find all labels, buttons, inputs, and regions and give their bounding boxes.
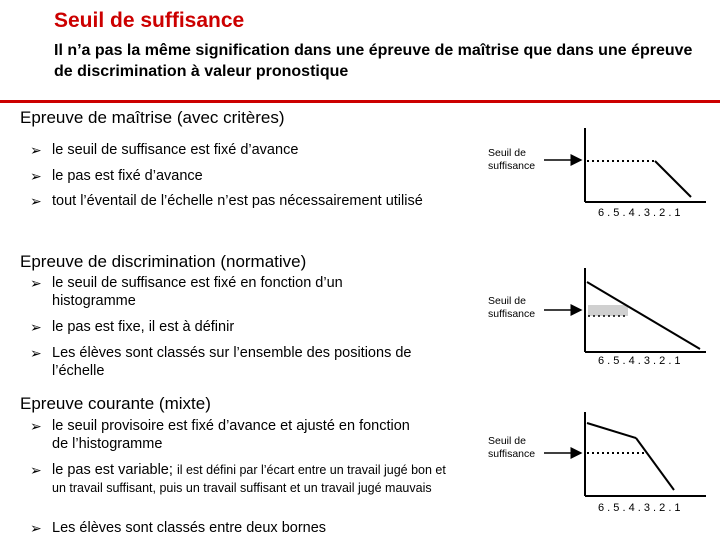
scale-label: 6 . 5 . 4 . 3 . 2 . 1	[598, 207, 681, 219]
arrowhead-bullet-icon: ➢	[30, 520, 42, 536]
section-heading: Epreuve courante (mixte)	[20, 394, 211, 413]
arrowhead-bullet-icon: ➢	[30, 168, 42, 184]
arrowhead-bullet-icon: ➢	[30, 418, 42, 434]
arrowhead-bullet-icon: ➢	[30, 319, 42, 335]
diagram-discrimination	[544, 268, 706, 352]
list-item: ➢ le pas est fixe, il est à définir	[30, 319, 235, 335]
list-item: ➢ tout l’éventail de l’échelle n’est pas nécessairement utilisé	[30, 193, 423, 209]
threshold-band	[588, 305, 628, 316]
arrowhead-bullet-icon: ➢	[30, 142, 42, 158]
section-heading: Epreuve de maîtrise (avec critères)	[20, 108, 285, 127]
list-item: ➢ le seuil de suffisance est fixé en fonction d’un histogramme	[30, 275, 343, 309]
list-item: ➢ le pas est variable; il est défini par l’écart entre un travail jugé bon et un travail suffisant, puis un travail suffisant et un travail jugé mauvais	[30, 462, 446, 495]
page-title: Seuil de suffisance	[54, 9, 245, 32]
page-subtitle: Il n’a pas la même signification dans une épreuve de maîtrise que dans une épreuve de discrimination à valeur pronostique	[54, 42, 693, 80]
slope-line	[655, 161, 691, 197]
arrowhead-bullet-icon: ➢	[30, 193, 42, 209]
arrowhead-bullet-icon: ➢	[30, 462, 42, 478]
list-item: ➢ le pas est fixé d’avance	[30, 168, 203, 184]
diagram-courante	[544, 412, 706, 496]
list-item: ➢ Les élèves sont classés entre deux bornes	[30, 520, 327, 536]
seuil-label: Seuil de suffisance	[488, 435, 536, 460]
arrowhead-bullet-icon: ➢	[30, 345, 42, 361]
slope-line-lower	[636, 438, 674, 490]
list-item: ➢ Les élèves sont classés sur l’ensemble des positions de l’échelle	[30, 345, 412, 379]
slope-line-upper	[587, 423, 636, 438]
diagram-maitrise	[544, 128, 706, 202]
list-item: ➢ le seuil provisoire est fixé d’avance et ajusté en fonction de l’histogramme	[30, 418, 410, 452]
arrowhead-bullet-icon: ➢	[30, 275, 42, 291]
seuil-label: Seuil de suffisance	[488, 147, 536, 172]
scale-label: 6 . 5 . 4 . 3 . 2 . 1	[598, 355, 681, 367]
section-heading: Epreuve de discrimination (normative)	[20, 252, 307, 271]
list-item: ➢ le seuil de suffisance est fixé d’avance	[30, 142, 299, 158]
scale-label: 6 . 5 . 4 . 3 . 2 . 1	[598, 502, 681, 514]
seuil-label: Seuil de suffisance	[488, 295, 536, 320]
